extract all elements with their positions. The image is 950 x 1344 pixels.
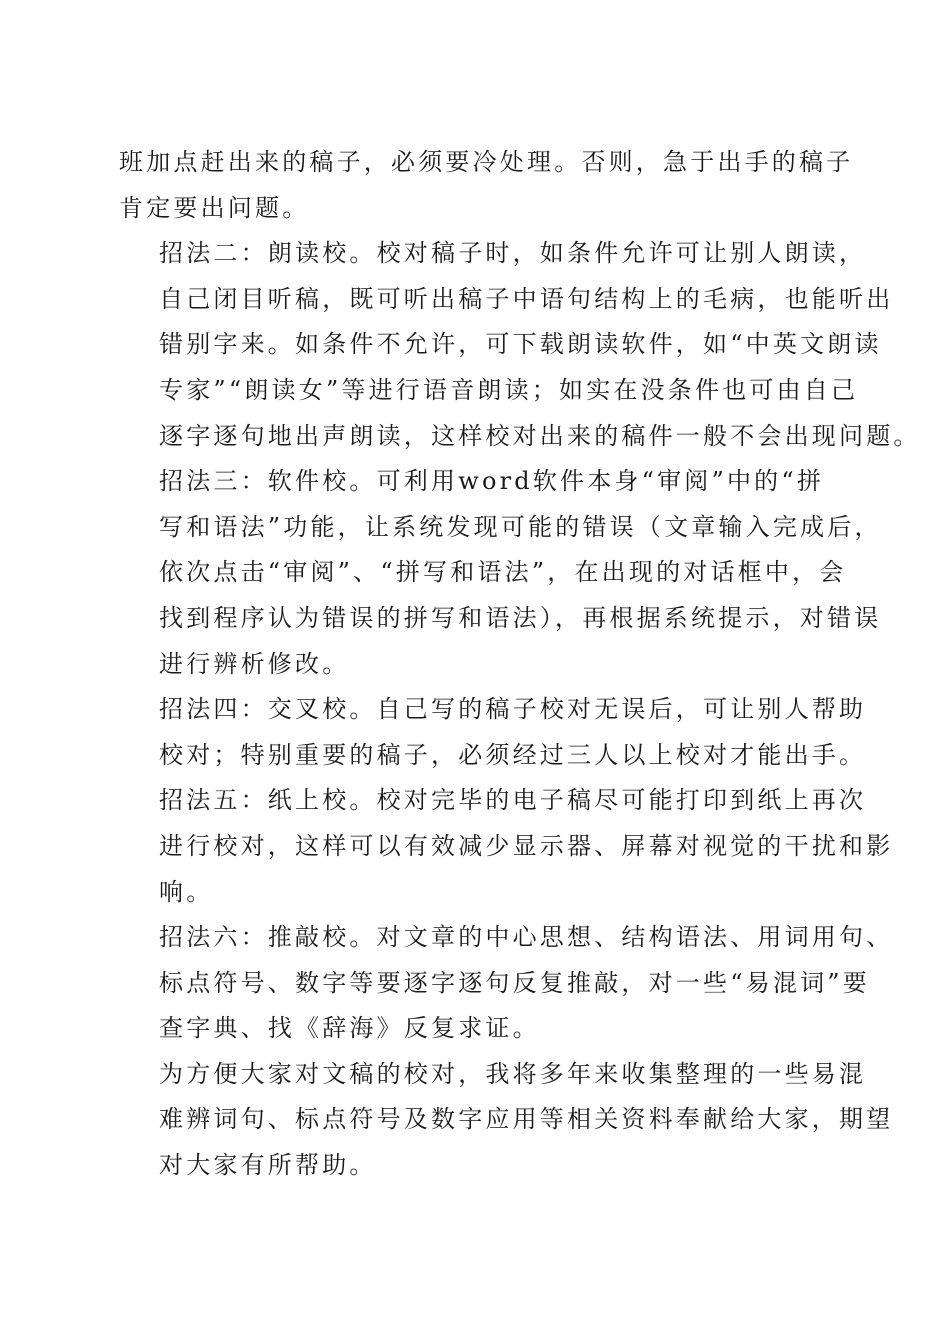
paragraph-method-six xyxy=(119,915,894,1052)
text-line: 进行辨析修改。 xyxy=(159,649,350,678)
text-line: 进行校对，这样可以有效减少显示器、屏幕对视觉的干扰和影 xyxy=(159,831,894,860)
text-line: 为方便大家对文稿的校对，我将多年来收集整理的一些易混 xyxy=(159,1059,867,1088)
text-line: 查字典、找《辞海》反复求证。 xyxy=(159,1014,540,1043)
text-line: 专家”“朗读女”等进行语音朗读；如实在没条件也可由自己 xyxy=(159,375,859,404)
text-line: 写和语法”功能，让系统发现可能的错误（文章输入完成后， xyxy=(159,512,882,541)
text-line: 标点符号、数字等要逐字逐句反复推敲，对一些“易混词”要 xyxy=(159,968,870,997)
text-line: 逐字逐句地出声朗读，这样校对出来的稿件一般不会出现问题。 xyxy=(159,421,921,450)
text-line: 班加点赶出来的稿子，必须要冷处理。否则，急于出手的稿子 xyxy=(119,148,854,176)
paragraph-closing xyxy=(119,1052,894,1189)
text-line: 招法六：推敲校。对文章的中心思想、结构语法、用词用句、 xyxy=(159,923,894,952)
text-line: 自己闭目听稿，既可听出稿子中语句结构上的毛病，也能听出 xyxy=(159,284,894,313)
text-line: 招法三：软件校。可利用word软件本身“审阅”中的“拼 xyxy=(159,467,825,496)
text-line: 对大家有所帮助。 xyxy=(159,1151,377,1180)
text-line: 错别字来。如条件不允许，可下载朗读软件，如“中英文朗读 xyxy=(159,330,882,359)
text-line: 难辨词句、标点符号及数字应用等相关资料奉献给大家，期望 xyxy=(159,1105,894,1134)
text-line: 招法四：交叉校。自己写的稿子校对无误后，可让别人帮助 xyxy=(159,695,867,724)
text-line: 肯定要出问题。 xyxy=(119,193,310,222)
document-body xyxy=(119,140,921,1189)
text-line: 响。 xyxy=(159,877,214,906)
paragraph-continuation xyxy=(119,140,854,231)
text-line: 校对；特别重要的稿子，必须经过三人以上校对才能出手。 xyxy=(159,740,867,769)
text-line: 招法二：朗读校。校对稿子时，如条件允许可让别人朗读， xyxy=(159,239,867,268)
text-line: 招法五：纸上校。校对完毕的电子稿尽可能打印到纸上再次 xyxy=(159,786,867,815)
text-line: 依次点击“审阅”、“拼写和语法”，在出现的对话框中，会 xyxy=(159,558,847,587)
paragraph-method-two xyxy=(119,231,921,459)
text-line: 找到程序认为错误的拼写和语法），再根据系统提示，对错误 xyxy=(159,603,882,632)
paragraph-method-five xyxy=(119,778,894,915)
paragraph-method-three xyxy=(119,459,882,687)
paragraph-method-four xyxy=(119,687,867,778)
